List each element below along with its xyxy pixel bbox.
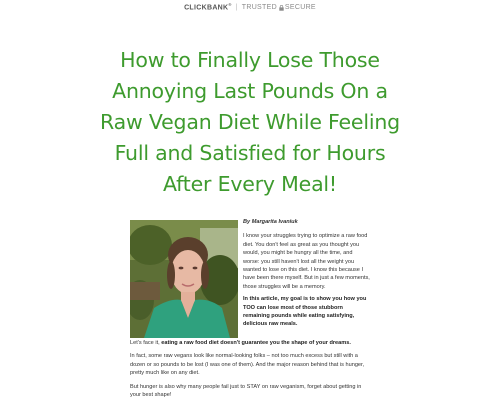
- bold-text: eating a raw food diet doesn't guarantee you the shape of your dreams.: [161, 340, 351, 346]
- headline-line: Raw Vegan Diet While Feeling: [100, 110, 400, 134]
- secure-label: SECURE: [284, 3, 316, 11]
- article-paragraph: But hunger is also why many people fail just to STAY on raw veganism, forget about getting in your best shape!: [130, 383, 362, 399]
- article-goal-paragraph: In this article, my goal is to show you how you TOO can lose most of those stubborn remaining pounds while eating satisfying, delicious raw meals.: [243, 296, 367, 328]
- trusted-label: TRUSTED: [241, 3, 277, 11]
- article-intro-column: [243, 218, 370, 333]
- clickbank-logo: CLICKBANK®: [184, 2, 232, 12]
- article-paragraph: In fact, some raw vegans look like normal-looking folks – not too much excess but still with a dozen or so pounds to be lost (I was one of them). And the major reason behind that is hunger, pretty much like on any diet.: [130, 353, 365, 377]
- clickbank-trust-bar: [0, 0, 500, 14]
- sales-page-main: [0, 45, 500, 200]
- page-headline: [85, 45, 415, 200]
- author-photo: [130, 220, 238, 338]
- author-byline: By Margarita Ivaniuk: [243, 219, 298, 225]
- lock-icon: [279, 5, 284, 10]
- article-body: [130, 339, 370, 404]
- headline-line: How to Finally Lose Those: [120, 48, 380, 72]
- article-paragraph: [130, 339, 370, 347]
- headline-line: After Every Meal!: [163, 172, 337, 196]
- article-paragraph: I know your struggles trying to optimize a raw food diet. You don't feel as great as you thought you would, you might be hungry all the time, and worse: you still haven't lost all the weight you wanted to lose on this diet. I know this because I have been there myself. But in just a few moments, those struggles will be a memory.: [243, 233, 370, 290]
- trust-separator: |: [235, 3, 238, 11]
- headline-line: Annoying Last Pounds On a: [112, 79, 388, 103]
- lead-text: Let's face it,: [130, 340, 162, 346]
- headline-line: Full and Satisfied for Hours: [114, 141, 386, 165]
